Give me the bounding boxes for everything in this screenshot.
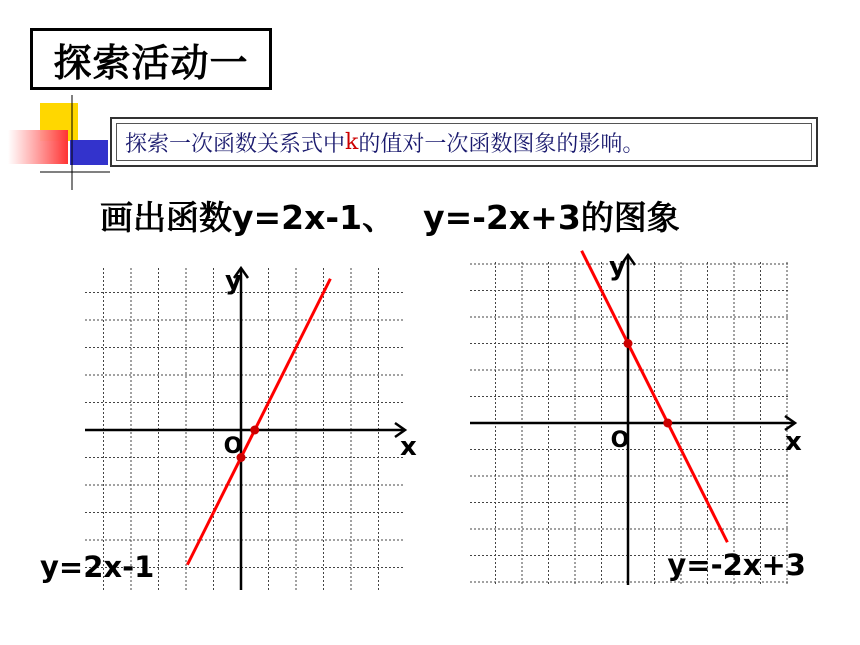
origin-label: O bbox=[610, 428, 630, 453]
y-axis-label: y bbox=[609, 252, 626, 282]
page-title: 探索活动一 bbox=[30, 28, 272, 90]
heading-part1: 画出函数y=2x-1、 bbox=[100, 198, 396, 237]
subtitle-k: k bbox=[345, 129, 359, 155]
graph-right bbox=[470, 251, 806, 585]
x-axis-label: x bbox=[785, 427, 802, 457]
subtitle-before: 探索一次函数关系式中 bbox=[125, 131, 346, 157]
equation-label: y=2x-1 bbox=[40, 550, 155, 584]
point-marker bbox=[624, 339, 633, 348]
subtitle-after: 的值对一次函数图象的影响。 bbox=[358, 131, 645, 157]
origin-label: O bbox=[223, 434, 243, 459]
point-marker bbox=[663, 419, 672, 428]
graph-left bbox=[40, 266, 417, 590]
equation-label: y=-2x+3 bbox=[667, 548, 806, 582]
heading-part2: y=-2x+3的图象 bbox=[423, 198, 680, 237]
x-axis-label: x bbox=[400, 432, 417, 462]
point-marker bbox=[250, 426, 259, 435]
function-line-left bbox=[187, 279, 330, 565]
y-axis-label: y bbox=[225, 266, 242, 296]
